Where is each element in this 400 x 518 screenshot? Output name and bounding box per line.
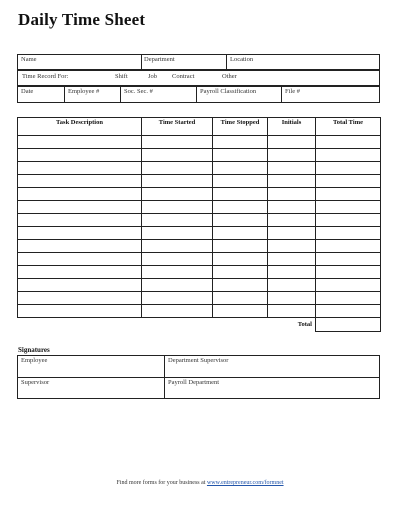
table-cell[interactable] [268, 162, 316, 175]
table-cell[interactable] [213, 266, 268, 279]
department-label: Department [144, 56, 175, 63]
table-cell[interactable] [213, 240, 268, 253]
file-no-field[interactable] [281, 87, 379, 102]
table-cell[interactable] [268, 175, 316, 188]
info-row-time-record [17, 70, 380, 86]
other-label: Other [222, 73, 237, 80]
table-cell[interactable] [18, 253, 142, 266]
footer [0, 480, 400, 486]
table-cell[interactable] [316, 227, 381, 240]
table-row [18, 175, 381, 188]
table-cell[interactable] [213, 305, 268, 318]
table-cell[interactable] [268, 149, 316, 162]
table-cell[interactable] [316, 188, 381, 201]
table-cell[interactable] [316, 175, 381, 188]
table-cell[interactable] [18, 175, 142, 188]
table-cell[interactable] [142, 266, 213, 279]
location-field[interactable] [226, 55, 379, 69]
signatures-heading: Signatures [18, 346, 50, 354]
table-cell[interactable] [213, 214, 268, 227]
table-cell[interactable] [316, 305, 381, 318]
table-cell[interactable] [142, 188, 213, 201]
table-cell[interactable] [268, 292, 316, 305]
table-cell[interactable] [18, 279, 142, 292]
total-row [18, 318, 381, 332]
table-cell[interactable] [316, 279, 381, 292]
table-cell[interactable] [213, 188, 268, 201]
table-cell[interactable] [213, 292, 268, 305]
total-time-header: Total Time [316, 118, 381, 136]
department-supervisor-signature-field[interactable]: Department Supervisor [168, 357, 229, 364]
table-cell[interactable] [213, 162, 268, 175]
table-cell[interactable] [268, 214, 316, 227]
contract-label: Contract [172, 73, 195, 80]
table-cell[interactable] [18, 266, 142, 279]
table-cell[interactable] [142, 149, 213, 162]
table-cell[interactable] [142, 214, 213, 227]
table-cell[interactable] [18, 149, 142, 162]
table-row [18, 214, 381, 227]
table-cell[interactable] [316, 214, 381, 227]
table-cell[interactable] [18, 201, 142, 214]
department-field[interactable] [141, 55, 226, 69]
date-label: Date [21, 88, 34, 95]
table-cell[interactable] [268, 266, 316, 279]
task-table-body [18, 136, 381, 332]
table-cell[interactable] [316, 266, 381, 279]
table-cell[interactable] [213, 149, 268, 162]
file-no-label: File # [285, 88, 300, 95]
shift-label: Shift [115, 73, 128, 80]
table-cell[interactable] [268, 279, 316, 292]
name-label: Name [21, 56, 37, 63]
table-cell[interactable] [18, 240, 142, 253]
table-cell[interactable] [268, 305, 316, 318]
table-cell[interactable] [213, 227, 268, 240]
table-cell[interactable] [316, 240, 381, 253]
table-cell[interactable] [268, 240, 316, 253]
table-cell[interactable] [268, 188, 316, 201]
employee-signature-field[interactable]: Employee [21, 357, 48, 364]
info-row-name [17, 54, 380, 70]
table-cell[interactable] [316, 162, 381, 175]
signature-divider-vertical [164, 356, 165, 398]
supervisor-signature-field[interactable]: Supervisor [21, 379, 50, 386]
job-label: Job [148, 73, 158, 80]
table-cell[interactable] [213, 136, 268, 149]
table-cell[interactable] [142, 292, 213, 305]
time-started-header: Time Started [142, 118, 213, 136]
task-description-header: Task Description [18, 118, 142, 136]
table-cell[interactable] [213, 175, 268, 188]
table-cell[interactable] [213, 201, 268, 214]
table-cell[interactable] [18, 188, 142, 201]
time-stopped-header: Time Stopped [213, 118, 268, 136]
footer-link[interactable]: www.entrepreneur.com/formnet [206, 480, 284, 486]
table-cell[interactable] [142, 240, 213, 253]
employee-no-label: Employee # [68, 88, 100, 95]
table-row [18, 227, 381, 240]
table-cell[interactable] [316, 136, 381, 149]
table-cell[interactable] [142, 253, 213, 266]
table-cell[interactable] [18, 136, 142, 149]
total-spacer [18, 318, 268, 332]
initials-header: Initials [268, 118, 316, 136]
soc-sec-no-field[interactable] [120, 87, 196, 102]
table-cell[interactable] [18, 292, 142, 305]
table-cell[interactable] [142, 201, 213, 214]
employee-no-field[interactable] [64, 87, 120, 102]
payroll-classification-field[interactable] [196, 87, 281, 102]
table-row [18, 292, 381, 305]
page-title: Daily Time Sheet [18, 10, 146, 29]
signature-block [17, 355, 380, 399]
payroll-department-signature-field[interactable]: Payroll Department [168, 379, 220, 386]
table-cell[interactable] [18, 162, 142, 175]
time-record-for-label: Time Record For: [22, 73, 69, 80]
table-cell[interactable] [142, 279, 213, 292]
total-time-field[interactable] [316, 318, 381, 332]
table-row [18, 266, 381, 279]
total-label: Total [297, 321, 312, 329]
signature-divider-horizontal [18, 377, 379, 378]
table-cell[interactable] [142, 305, 213, 318]
table-cell[interactable] [268, 227, 316, 240]
table-row [18, 253, 381, 266]
table-row [18, 149, 381, 162]
footer-text: Find more forms for your business at [116, 480, 207, 486]
soc-sec-no-label: Soc. Sec. # [124, 88, 153, 95]
info-row-employee [17, 86, 380, 103]
table-cell[interactable] [18, 305, 142, 318]
table-cell[interactable] [142, 227, 213, 240]
table-row [18, 279, 381, 292]
table-cell[interactable] [316, 149, 381, 162]
table-row [18, 201, 381, 214]
table-cell[interactable] [316, 253, 381, 266]
table-row [18, 162, 381, 175]
location-label: Location [230, 56, 254, 63]
table-cell[interactable] [316, 201, 381, 214]
table-row [18, 136, 381, 149]
table-cell[interactable] [268, 136, 316, 149]
table-row [18, 188, 381, 201]
table-cell[interactable] [142, 175, 213, 188]
table-cell[interactable] [213, 279, 268, 292]
table-cell[interactable] [142, 136, 213, 149]
table-cell[interactable] [316, 292, 381, 305]
table-cell[interactable] [142, 162, 213, 175]
table-cell[interactable] [213, 253, 268, 266]
task-table [17, 117, 381, 332]
table-row [18, 305, 381, 318]
table-cell[interactable] [18, 214, 142, 227]
table-cell[interactable] [18, 227, 142, 240]
table-cell[interactable] [268, 201, 316, 214]
table-row [18, 240, 381, 253]
payroll-classification-label: Payroll Classification [200, 88, 257, 95]
table-cell[interactable] [268, 253, 316, 266]
